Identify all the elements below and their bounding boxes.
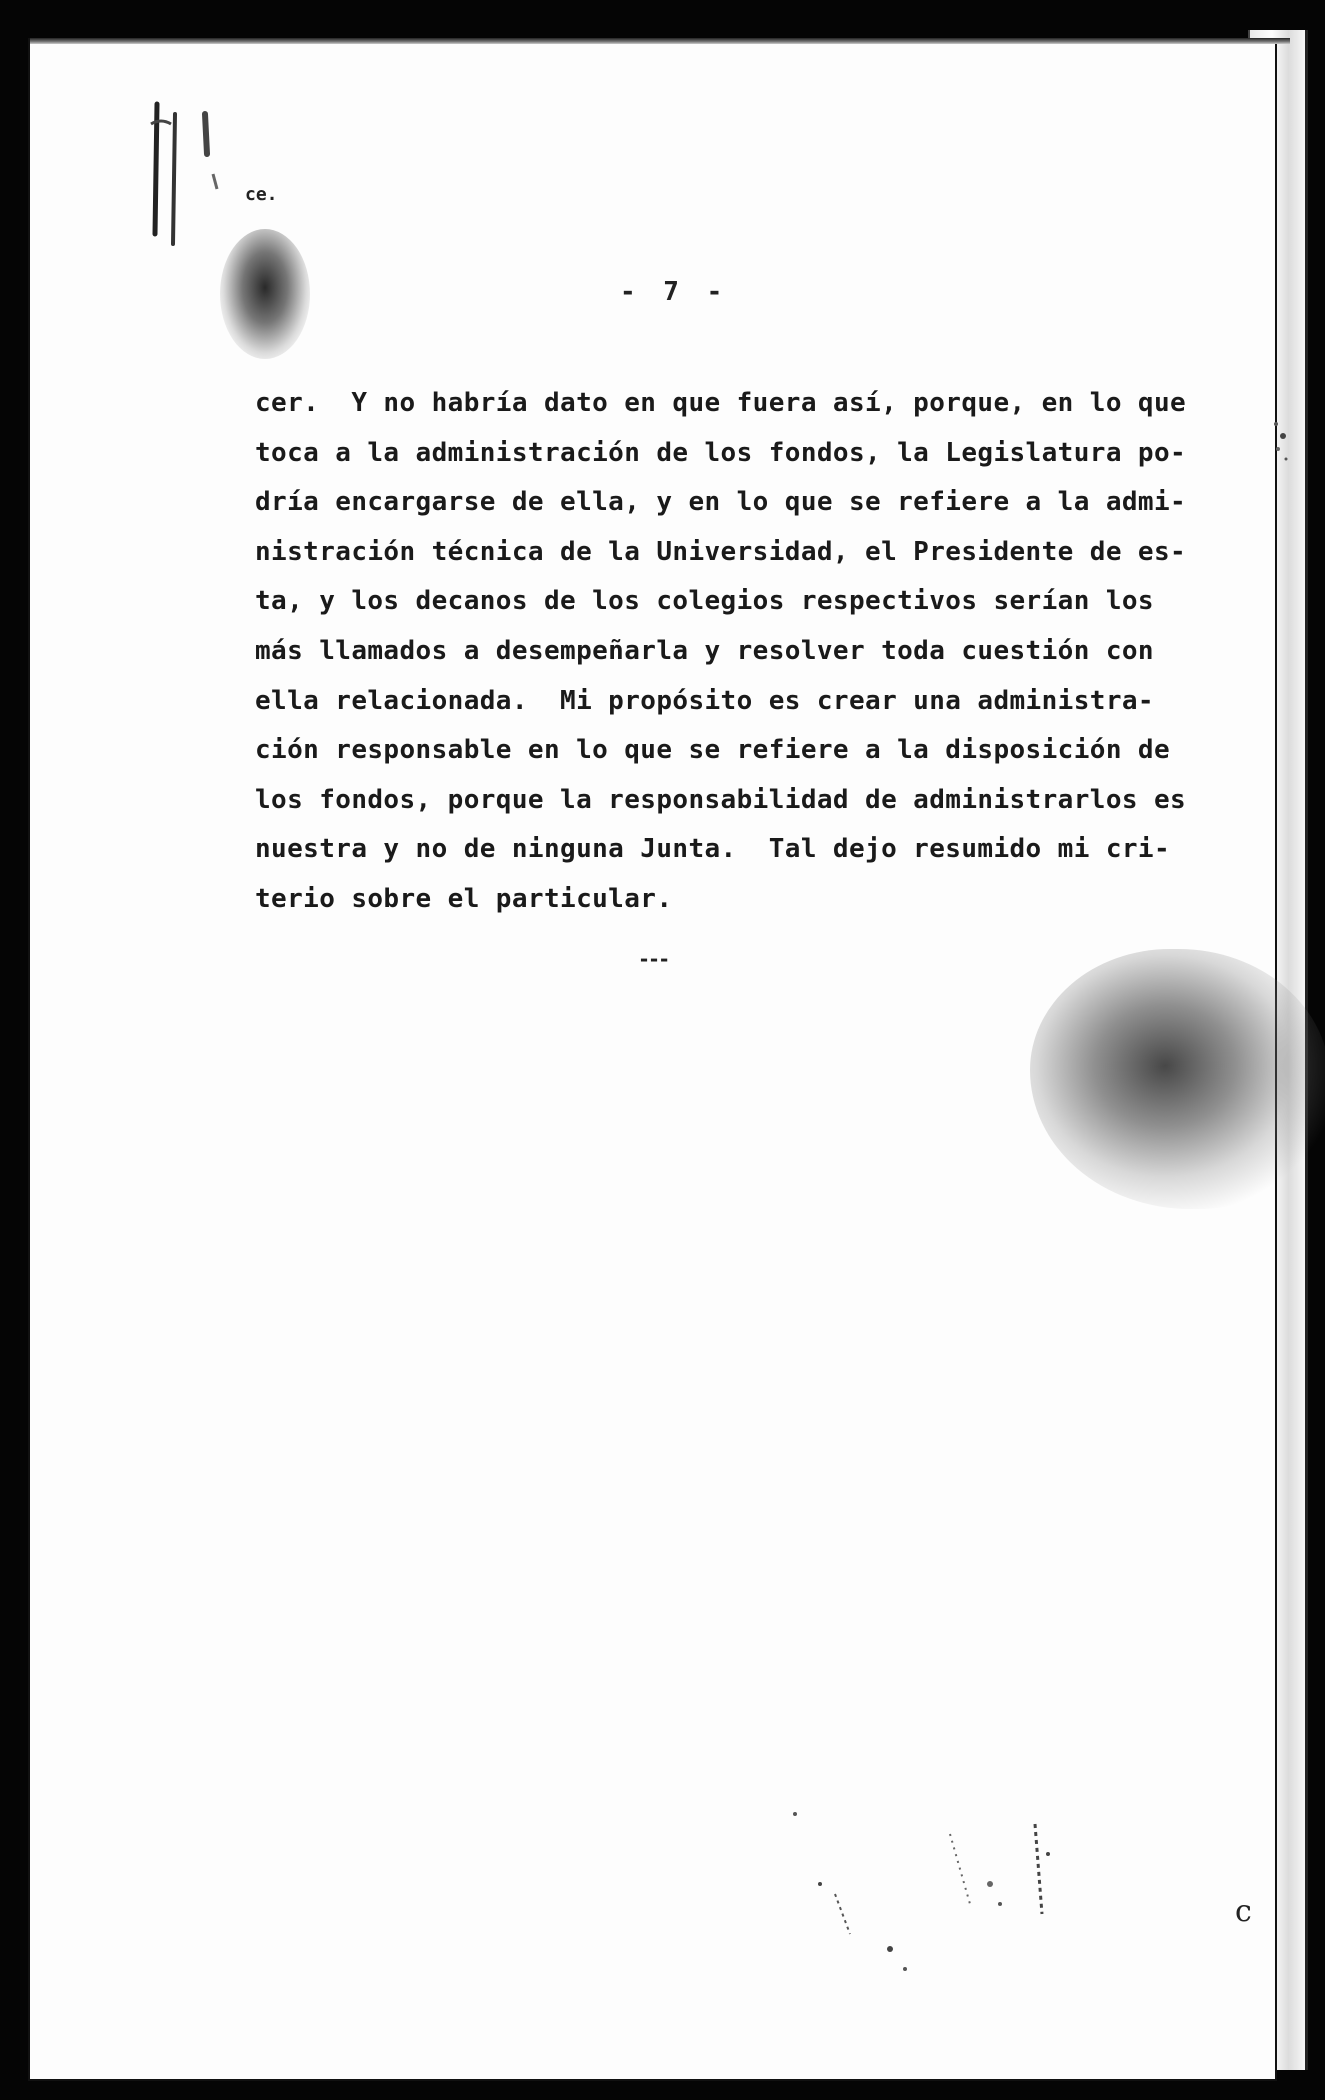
ink-stain — [1030, 949, 1325, 1209]
punch-hole-smudge — [220, 229, 310, 359]
document-page — [30, 40, 1275, 2079]
text-line: dría encargarse de ella, y en lo que se refiere a la admi- — [255, 487, 1187, 518]
text-line: terio sobre el particular. — [255, 883, 673, 914]
text-line: ción responsable en lo que se refiere a la disposición de — [255, 735, 1171, 766]
text-line: los fondos, porque la responsabilidad de administrarlos es — [255, 784, 1187, 815]
bottom-scratch-marks — [780, 1794, 1110, 2024]
page-number: - 7 - — [620, 277, 729, 307]
text-line: ella relacionada. Mi propósito es crear una administra- — [255, 685, 1154, 716]
text-line: nuestra y no de ninguna Junta. Tal dejo resumido mi cri- — [255, 834, 1171, 865]
edge-speckle — [1268, 414, 1298, 474]
margin-annotation: ce. — [245, 184, 278, 205]
page-top-edge — [30, 38, 1290, 44]
end-of-text-mark: --- — [638, 947, 669, 971]
text-line: toca a la administración de los fondos, la Legislatura po- — [255, 437, 1187, 468]
corner-mark: c — [1235, 1894, 1252, 1929]
body-paragraph — [255, 379, 1187, 925]
text-line: más llamados a desempeñarla y resolver toda cuestión con — [255, 635, 1154, 666]
margin-pencil-mark — [145, 94, 225, 254]
text-line: cer. Y no habría dato en que fuera así, porque, en lo que — [255, 388, 1187, 418]
text-line: nistración técnica de la Universidad, el Presidente de es- — [255, 536, 1187, 567]
text-line: ta, y los decanos de los colegios respectivos serían los — [255, 586, 1154, 617]
